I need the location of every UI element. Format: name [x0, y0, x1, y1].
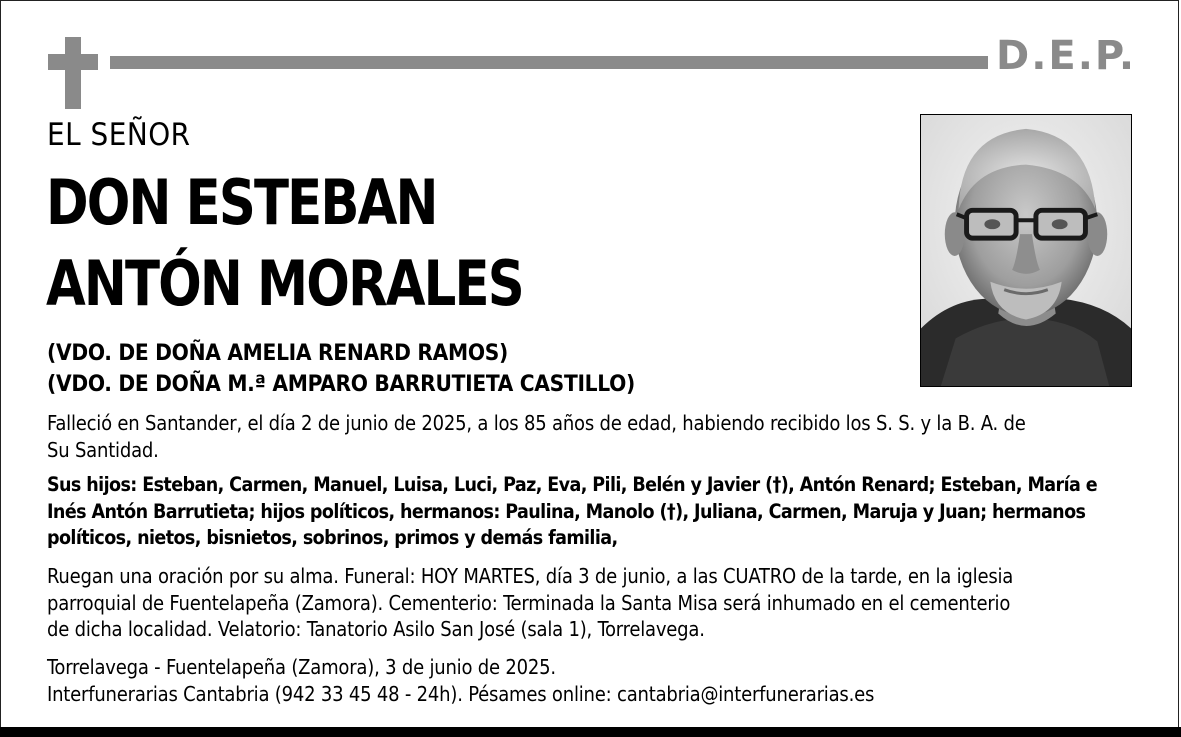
family-line: políticos, nietos, bisnietos, sobrinos, primos y demás familia, — [47, 526, 618, 549]
cross-icon-arm — [48, 54, 98, 70]
contact-line — [47, 681, 1117, 708]
death-notice-line: Su Santidad. — [47, 437, 159, 462]
funeral-paragraph — [47, 563, 1117, 643]
family-paragraph — [47, 472, 1117, 552]
death-notice-paragraph — [47, 410, 1117, 463]
cross-icon — [65, 37, 81, 109]
funeral-line: de dicha localidad. Velatorio: Tanatorio Asilo San José (sala 1), Torrelavega. — [47, 617, 705, 641]
funeral-line: parroquial de Fuentelapeña (Zamora). Cementerio: Terminada la Santa Misa será inhumado en el cementerio — [47, 590, 1011, 615]
family-line: Sus hijos: Esteban, Carmen, Manuel, Luisa, Luci, Paz, Eva, Pili, Belén y Javier (†), Antón Renard; Esteban, María e — [47, 473, 1098, 496]
widower-line2: (VDO. DE DOÑA M.ª AMPARO BARRUTIETA CASTILLO) — [47, 371, 635, 397]
widower-line1: (VDO. DE DOÑA AMELIA RENARD RAMOS) — [47, 340, 509, 366]
death-notice-line: Falleció en Santander, el día 2 de junio de 2025, a los 85 años de edad, habiendo recibido los S. S. y la B. A. de — [47, 411, 1026, 435]
funeral-line: Ruegan una oración por su alma. Funeral: HOY MARTES, día 3 de junio, a las CUATRO de la tarde, en la iglesia — [47, 564, 1014, 588]
bottom-rule — [0, 727, 1181, 737]
deceased-name-line2: ANTÓN MORALES — [46, 247, 523, 320]
family-line: Inés Antón Barrutieta; hijos políticos, hermanos: Paulina, Manolo (†), Juliana, Carmen, Maruja y Juan; hermanos — [47, 499, 1086, 523]
header-rule — [110, 56, 988, 69]
portrait-image — [921, 115, 1131, 386]
contact-text: Interfunerarias Cantabria (942 33 45 48 - 24h). Pésames online: cantabria@interfunerarias.es — [47, 682, 875, 706]
place-date-text: Torrelavega - Fuentelapeña (Zamora), 3 de junio de 2025. — [47, 655, 556, 679]
dep-heading: D.E.P. — [996, 33, 1137, 79]
place-date-line — [47, 654, 1117, 681]
honorific-title: EL SEÑOR — [47, 117, 191, 153]
deceased-portrait-photo — [920, 114, 1132, 387]
deceased-name-line1: DON ESTEBAN — [46, 166, 437, 239]
